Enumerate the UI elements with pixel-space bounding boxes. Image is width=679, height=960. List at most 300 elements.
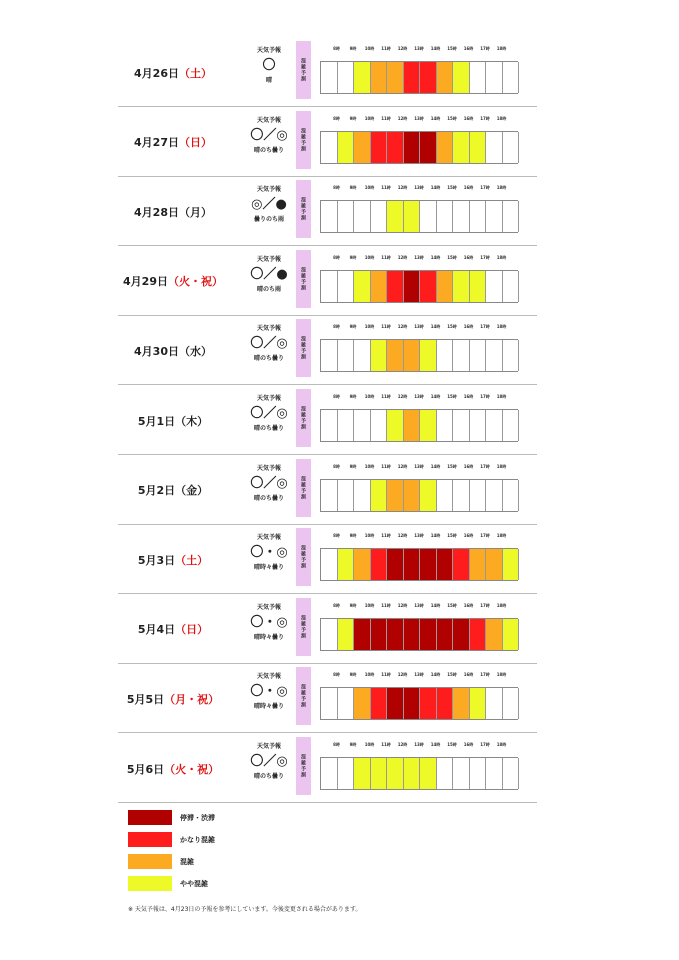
congestion-cell bbox=[387, 340, 404, 371]
hour-label: 10時 bbox=[364, 672, 375, 678]
congestion-cell bbox=[338, 62, 355, 93]
congestion-cell bbox=[404, 340, 421, 371]
congestion-cell bbox=[387, 132, 404, 163]
hour-label: 14時 bbox=[430, 602, 441, 608]
hour-label: 10時 bbox=[364, 742, 375, 747]
legend-item bbox=[128, 832, 348, 848]
weather-icon: 〇／● bbox=[250, 266, 288, 282]
congestion-cell bbox=[486, 480, 503, 511]
congestion-cell bbox=[437, 688, 454, 719]
forecast-label: 天気予報 bbox=[256, 255, 281, 263]
hour-label: 14時 bbox=[430, 324, 441, 330]
legend-item bbox=[128, 876, 348, 892]
hour-label: 8時 bbox=[333, 463, 340, 469]
hour-labels bbox=[320, 464, 519, 472]
hour-label: 12時 bbox=[397, 672, 408, 678]
congestion-cell bbox=[354, 758, 371, 789]
congestion-cell bbox=[371, 62, 388, 93]
hour-label: 10時 bbox=[364, 394, 375, 399]
hour-label: 8時 bbox=[333, 324, 340, 330]
hour-label: 10時 bbox=[364, 46, 375, 51]
congestion-cell bbox=[371, 410, 388, 441]
day-date bbox=[118, 456, 228, 525]
forecast-label: 天気予報 bbox=[256, 534, 281, 542]
hour-label: 12時 bbox=[397, 463, 408, 469]
legend-swatch bbox=[128, 876, 172, 891]
hour-label: 8時 bbox=[333, 394, 340, 399]
congestion-cell bbox=[486, 62, 503, 93]
congestion-cell bbox=[453, 340, 470, 371]
congestion-cell bbox=[437, 271, 454, 302]
congestion-cell bbox=[420, 549, 437, 580]
day-row bbox=[118, 595, 537, 664]
hour-label: 16時 bbox=[463, 46, 474, 51]
congestion-cell bbox=[453, 271, 470, 302]
hour-label: 9時 bbox=[349, 46, 357, 51]
congestion-cell bbox=[503, 549, 520, 580]
congestion-cell bbox=[420, 619, 437, 650]
hour-label: 11時 bbox=[381, 46, 391, 51]
weather-text: 晴のち曇り bbox=[253, 494, 284, 502]
congestion-cell bbox=[420, 688, 437, 719]
weather-icon: 〇／◎ bbox=[250, 127, 288, 143]
weather-text: 晴時々曇り bbox=[253, 703, 284, 711]
congestion-cell bbox=[321, 132, 338, 163]
congestion-label-text: 混雑予測 bbox=[300, 127, 306, 152]
congestion-cell bbox=[371, 340, 388, 371]
hour-label: 18時 bbox=[496, 185, 507, 191]
congestion-cell bbox=[338, 688, 355, 719]
legend-label: やや混雑 bbox=[180, 880, 208, 888]
congestion-label bbox=[296, 459, 311, 517]
date-text: 5月3日 bbox=[137, 553, 176, 567]
hour-label: 12時 bbox=[397, 742, 408, 747]
hour-label: 16時 bbox=[463, 254, 474, 260]
congestion-label-text: 混雑予測 bbox=[300, 614, 306, 639]
hour-label: 11時 bbox=[381, 533, 391, 539]
weekday-text: （金） bbox=[175, 484, 209, 498]
congestion-cell bbox=[420, 271, 437, 302]
congestion-cell bbox=[420, 480, 437, 511]
hour-label: 18時 bbox=[496, 324, 507, 330]
congestion-label bbox=[296, 319, 311, 377]
hour-label: 8時 bbox=[333, 602, 340, 608]
day-row bbox=[118, 734, 537, 803]
hour-label: 13時 bbox=[414, 394, 424, 399]
weekday-text: （土） bbox=[175, 553, 209, 567]
congestion-cell bbox=[404, 62, 421, 93]
forecast-label: 天気予報 bbox=[256, 116, 281, 124]
weekday-text: （水） bbox=[178, 344, 212, 358]
weather-text: 晴のち曇り bbox=[253, 355, 284, 363]
congestion-cell bbox=[387, 549, 404, 580]
day-date bbox=[118, 177, 228, 246]
congestion-cell bbox=[338, 758, 355, 789]
forecast-label: 天気予報 bbox=[256, 47, 281, 54]
congestion-cell bbox=[486, 619, 503, 650]
congestion-cell bbox=[387, 619, 404, 650]
congestion-cell bbox=[437, 549, 454, 580]
forecast-label: 天気予報 bbox=[256, 464, 281, 472]
congestion-grid bbox=[320, 757, 518, 790]
hour-labels bbox=[320, 533, 519, 541]
day-date bbox=[118, 108, 228, 177]
weather-icon: 〇 bbox=[262, 58, 276, 73]
congestion-cell bbox=[338, 619, 355, 650]
hour-label: 15時 bbox=[447, 324, 457, 330]
forecast-label: 天気予報 bbox=[256, 395, 281, 402]
congestion-cell bbox=[453, 619, 470, 650]
hour-label: 14時 bbox=[430, 533, 441, 539]
congestion-grid bbox=[320, 479, 518, 512]
congestion-label-text: 混雑予測 bbox=[300, 266, 306, 291]
congestion-cell bbox=[354, 688, 371, 719]
congestion-cell bbox=[371, 549, 388, 580]
congestion-cell bbox=[387, 688, 404, 719]
congestion-cell bbox=[437, 619, 454, 650]
congestion-cell bbox=[470, 271, 487, 302]
congestion-cell bbox=[354, 410, 371, 441]
congestion-cell bbox=[503, 688, 520, 719]
congestion-cell bbox=[354, 62, 371, 93]
congestion-cell bbox=[486, 132, 503, 163]
congestion-cell bbox=[387, 410, 404, 441]
hour-label: 18時 bbox=[496, 115, 507, 121]
hour-label: 9時 bbox=[349, 324, 357, 330]
day-date bbox=[118, 247, 228, 316]
congestion-label bbox=[296, 389, 311, 447]
weather-text: 晴のち曇り bbox=[253, 773, 284, 780]
hour-label: 13時 bbox=[414, 463, 424, 469]
day-date bbox=[118, 664, 228, 733]
congestion-label-text: 混雑予測 bbox=[300, 754, 306, 778]
congestion-cell bbox=[503, 201, 520, 232]
hour-labels bbox=[320, 116, 519, 124]
congestion-cell bbox=[486, 410, 503, 441]
hour-label: 12時 bbox=[397, 602, 408, 608]
hour-label: 16時 bbox=[463, 185, 474, 191]
congestion-grid bbox=[320, 270, 518, 303]
congestion-label-text: 混雑予測 bbox=[300, 406, 306, 430]
congestion-cell bbox=[321, 201, 338, 232]
congestion-cell bbox=[338, 271, 355, 302]
hour-label: 16時 bbox=[463, 115, 474, 121]
day-date bbox=[118, 525, 228, 594]
congestion-cell bbox=[354, 619, 371, 650]
hour-label: 17時 bbox=[480, 463, 490, 469]
congestion-cell bbox=[321, 340, 338, 371]
congestion-label bbox=[296, 737, 311, 795]
hour-label: 10時 bbox=[364, 185, 375, 191]
hour-label: 16時 bbox=[463, 742, 474, 747]
congestion-cell bbox=[470, 132, 487, 163]
congestion-cell bbox=[437, 480, 454, 511]
hour-label: 18時 bbox=[496, 533, 507, 539]
hour-label: 9時 bbox=[349, 602, 357, 608]
congestion-cell bbox=[387, 271, 404, 302]
congestion-cell bbox=[470, 410, 487, 441]
congestion-cell bbox=[371, 619, 388, 650]
congestion-cell bbox=[503, 410, 520, 441]
hour-label: 15時 bbox=[447, 115, 457, 121]
hour-label: 13時 bbox=[414, 185, 424, 191]
hour-label: 18時 bbox=[496, 46, 507, 51]
congestion-cell bbox=[486, 549, 503, 580]
hour-label: 17時 bbox=[480, 115, 490, 121]
forecast-label: 天気予報 bbox=[256, 186, 281, 194]
congestion-cell bbox=[404, 271, 421, 302]
congestion-cell bbox=[486, 201, 503, 232]
hour-label: 14時 bbox=[430, 672, 441, 678]
day-row bbox=[118, 177, 537, 246]
congestion-cell bbox=[338, 410, 355, 441]
congestion-cell bbox=[321, 758, 338, 789]
hour-label: 16時 bbox=[463, 324, 474, 330]
date-text: 5月4日 bbox=[137, 623, 176, 637]
weather-icon: 〇・◎ bbox=[250, 545, 288, 561]
congestion-cell bbox=[404, 201, 421, 232]
hour-label: 10時 bbox=[364, 324, 375, 330]
date-text: 5月1日 bbox=[137, 414, 176, 428]
hour-label: 17時 bbox=[480, 533, 490, 539]
congestion-cell bbox=[470, 480, 487, 511]
congestion-cell bbox=[321, 410, 338, 441]
hour-label: 17時 bbox=[480, 602, 490, 608]
congestion-cell bbox=[404, 688, 421, 719]
hour-labels bbox=[320, 185, 519, 193]
congestion-cell bbox=[404, 132, 421, 163]
day-date bbox=[118, 595, 228, 664]
congestion-cell bbox=[503, 340, 520, 371]
hour-label: 15時 bbox=[447, 533, 457, 539]
congestion-label bbox=[296, 111, 311, 169]
congestion-label-text: 混雑予測 bbox=[300, 684, 306, 709]
date-text: 5月2日 bbox=[137, 484, 176, 498]
date-text: 4月30日 bbox=[134, 344, 179, 358]
congestion-cell bbox=[470, 619, 487, 650]
weekday-text: （火・祝） bbox=[164, 762, 220, 776]
day-row bbox=[118, 316, 537, 385]
hour-label: 11時 bbox=[381, 463, 391, 469]
congestion-cell bbox=[503, 480, 520, 511]
congestion-cell bbox=[338, 340, 355, 371]
date-text: 4月27日 bbox=[134, 136, 179, 150]
congestion-cell bbox=[503, 62, 520, 93]
hour-label: 8時 bbox=[333, 533, 340, 539]
congestion-cell bbox=[453, 132, 470, 163]
day-date bbox=[118, 734, 228, 803]
congestion-cell bbox=[437, 758, 454, 789]
congestion-cell bbox=[420, 758, 437, 789]
hour-label: 8時 bbox=[333, 672, 340, 678]
hour-label: 18時 bbox=[496, 394, 507, 399]
weekday-text: （土） bbox=[178, 66, 212, 80]
congestion-cell bbox=[371, 758, 388, 789]
congestion-cell bbox=[470, 549, 487, 580]
legend-label: かなり混雑 bbox=[180, 836, 215, 844]
hour-label: 15時 bbox=[447, 742, 457, 747]
congestion-cell bbox=[321, 480, 338, 511]
weather-text: 曇りのち雨 bbox=[253, 216, 284, 224]
hour-label: 10時 bbox=[364, 602, 375, 608]
day-date bbox=[118, 316, 228, 385]
date-text: 4月29日 bbox=[123, 275, 168, 289]
hour-label: 13時 bbox=[414, 324, 424, 330]
weather-icon: 〇・◎ bbox=[250, 684, 288, 700]
date-text: 5月6日 bbox=[126, 762, 165, 776]
hour-label: 9時 bbox=[349, 394, 357, 399]
hour-label: 8時 bbox=[333, 742, 340, 747]
hour-labels bbox=[320, 603, 519, 611]
day-row bbox=[118, 108, 537, 177]
hour-label: 17時 bbox=[480, 324, 490, 330]
congestion-cell bbox=[387, 480, 404, 511]
congestion-cell bbox=[437, 132, 454, 163]
hour-label: 12時 bbox=[397, 254, 408, 260]
congestion-cell bbox=[420, 201, 437, 232]
congestion-cell bbox=[453, 62, 470, 93]
legend-item bbox=[128, 810, 348, 826]
hour-label: 10時 bbox=[364, 463, 375, 469]
hour-label: 11時 bbox=[381, 185, 391, 191]
congestion-cell bbox=[404, 549, 421, 580]
hour-label: 13時 bbox=[414, 742, 424, 747]
congestion-cell bbox=[470, 201, 487, 232]
congestion-cell bbox=[338, 480, 355, 511]
congestion-cell bbox=[486, 340, 503, 371]
legend-item bbox=[128, 854, 348, 870]
congestion-cell bbox=[453, 688, 470, 719]
congestion-cell bbox=[321, 688, 338, 719]
congestion-cell bbox=[387, 201, 404, 232]
congestion-grid bbox=[320, 548, 518, 581]
congestion-cell bbox=[437, 340, 454, 371]
weather-text: 晴のち曇り bbox=[253, 146, 284, 154]
congestion-cell bbox=[338, 549, 355, 580]
hour-label: 13時 bbox=[414, 254, 424, 260]
congestion-label bbox=[296, 598, 311, 656]
weather-icon: 〇／◎ bbox=[250, 475, 288, 491]
congestion-cell bbox=[437, 62, 454, 93]
congestion-label bbox=[296, 180, 311, 238]
hour-label: 9時 bbox=[349, 254, 357, 260]
hour-label: 11時 bbox=[381, 394, 391, 399]
hour-label: 8時 bbox=[333, 115, 340, 121]
weather-text: 晴時々曇り bbox=[253, 564, 284, 572]
congestion-cell bbox=[420, 340, 437, 371]
hour-label: 11時 bbox=[381, 115, 391, 121]
congestion-cell bbox=[354, 201, 371, 232]
date-text: 4月28日 bbox=[134, 205, 179, 219]
weekday-text: （月） bbox=[178, 205, 212, 219]
congestion-cell bbox=[371, 132, 388, 163]
congestion-label bbox=[296, 41, 311, 99]
hour-label: 9時 bbox=[349, 185, 357, 191]
date-text: 5月5日 bbox=[126, 692, 165, 706]
congestion-cell bbox=[371, 480, 388, 511]
hour-labels bbox=[320, 46, 519, 54]
weather-icon: 〇／◎ bbox=[250, 336, 288, 352]
hour-label: 12時 bbox=[397, 394, 408, 399]
hour-label: 15時 bbox=[447, 46, 457, 51]
hour-label: 18時 bbox=[496, 254, 507, 260]
hour-labels bbox=[320, 324, 519, 332]
congestion-cell bbox=[503, 132, 520, 163]
congestion-cell bbox=[437, 201, 454, 232]
hour-label: 16時 bbox=[463, 672, 474, 678]
forecast-label: 天気予報 bbox=[256, 325, 281, 333]
hour-label: 17時 bbox=[480, 185, 490, 191]
day-date bbox=[118, 386, 228, 455]
congestion-cell bbox=[404, 480, 421, 511]
day-row bbox=[118, 247, 537, 316]
congestion-cell bbox=[486, 758, 503, 789]
hour-labels bbox=[320, 672, 519, 680]
hour-label: 13時 bbox=[414, 115, 424, 121]
congestion-grid bbox=[320, 618, 518, 651]
hour-label: 15時 bbox=[447, 394, 457, 399]
hour-labels bbox=[320, 255, 519, 263]
congestion-cell bbox=[354, 271, 371, 302]
congestion-cell bbox=[453, 758, 470, 789]
weather-icon: ◎／● bbox=[251, 197, 287, 213]
hour-label: 18時 bbox=[496, 672, 507, 678]
congestion-grid bbox=[320, 61, 518, 94]
weather-icon: 〇／◎ bbox=[250, 754, 288, 769]
hour-label: 12時 bbox=[397, 46, 408, 51]
hour-label: 14時 bbox=[430, 254, 441, 260]
hour-label: 18時 bbox=[496, 602, 507, 608]
congestion-cell bbox=[470, 758, 487, 789]
hour-label: 12時 bbox=[397, 115, 408, 121]
hour-label: 8時 bbox=[333, 185, 340, 191]
weekday-text: （月・祝） bbox=[164, 692, 220, 706]
congestion-cell bbox=[371, 271, 388, 302]
congestion-cell bbox=[503, 758, 520, 789]
hour-label: 13時 bbox=[414, 602, 424, 608]
weekday-text: （火・祝） bbox=[167, 275, 223, 289]
congestion-label bbox=[296, 528, 311, 586]
congestion-grid bbox=[320, 687, 518, 720]
hour-label: 12時 bbox=[397, 324, 408, 330]
weekday-text: （日） bbox=[178, 136, 212, 150]
congestion-cell bbox=[503, 271, 520, 302]
weather-text: 晴時々曇り bbox=[253, 633, 284, 641]
weather-icon: 〇・◎ bbox=[250, 614, 288, 630]
congestion-cell bbox=[486, 271, 503, 302]
congestion-cell bbox=[338, 201, 355, 232]
hour-label: 13時 bbox=[414, 672, 424, 678]
hour-label: 15時 bbox=[447, 672, 457, 678]
hour-label: 11時 bbox=[381, 602, 391, 608]
congestion-cell bbox=[354, 132, 371, 163]
date-text: 4月26日 bbox=[134, 66, 179, 80]
congestion-label-text: 混雑予測 bbox=[300, 197, 306, 222]
hour-label: 8時 bbox=[333, 254, 340, 260]
hour-label: 10時 bbox=[364, 254, 375, 260]
weather-text: 晴のち雨 bbox=[256, 285, 281, 293]
congestion-cell bbox=[338, 132, 355, 163]
congestion-label bbox=[296, 250, 311, 308]
hour-label: 16時 bbox=[463, 463, 474, 469]
hour-label: 9時 bbox=[349, 672, 357, 678]
hour-label: 16時 bbox=[463, 533, 474, 539]
day-row bbox=[118, 664, 537, 733]
hour-label: 8時 bbox=[333, 46, 340, 51]
congestion-cell bbox=[470, 688, 487, 719]
hour-label: 10時 bbox=[364, 115, 375, 121]
hour-label: 18時 bbox=[496, 463, 507, 469]
